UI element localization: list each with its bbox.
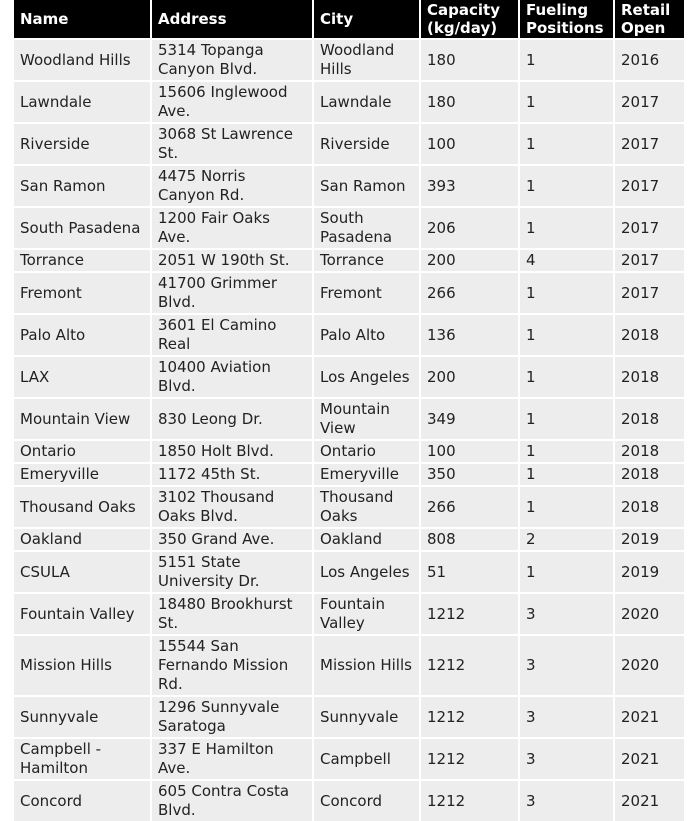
cell-fueling-positions: 1 bbox=[520, 38, 615, 80]
cell-city: Oakland bbox=[314, 527, 421, 550]
header-retail-open: Retail Open bbox=[615, 0, 684, 38]
cell-address: 3601 El Camino Real bbox=[152, 313, 314, 355]
cell-name: San Ramon bbox=[14, 164, 152, 206]
cell-address: 1850 Holt Blvd. bbox=[152, 439, 314, 462]
header-fueling-positions: Fueling Positions bbox=[520, 0, 615, 38]
table-row bbox=[14, 80, 684, 122]
table-row bbox=[14, 38, 684, 80]
table-row bbox=[14, 779, 684, 821]
cell-name: Oakland bbox=[14, 527, 152, 550]
cell-city: Woodland Hills bbox=[314, 38, 421, 80]
cell-address: 15606 Inglewood Ave. bbox=[152, 80, 314, 122]
cell-fueling-positions: 1 bbox=[520, 462, 615, 485]
cell-city: Palo Alto bbox=[314, 313, 421, 355]
header-address: Address bbox=[152, 0, 314, 38]
cell-fueling-positions: 1 bbox=[520, 206, 615, 248]
cell-capacity: 51 bbox=[421, 550, 520, 592]
cell-capacity: 808 bbox=[421, 527, 520, 550]
cell-fueling-positions: 1 bbox=[520, 80, 615, 122]
cell-fueling-positions: 1 bbox=[520, 271, 615, 313]
cell-retail-open: 2016 bbox=[615, 38, 684, 80]
cell-address: 1200 Fair Oaks Ave. bbox=[152, 206, 314, 248]
cell-capacity: 1212 bbox=[421, 737, 520, 779]
cell-fueling-positions: 1 bbox=[520, 550, 615, 592]
cell-retail-open: 2018 bbox=[615, 313, 684, 355]
cell-name: Sunnyvale bbox=[14, 695, 152, 737]
cell-fueling-positions: 3 bbox=[520, 592, 615, 634]
cell-fueling-positions: 3 bbox=[520, 779, 615, 821]
cell-retail-open: 2019 bbox=[615, 527, 684, 550]
table-row bbox=[14, 271, 684, 313]
cell-city: Fountain Valley bbox=[314, 592, 421, 634]
cell-city: Ontario bbox=[314, 439, 421, 462]
cell-address: 5314 Topanga Canyon Blvd. bbox=[152, 38, 314, 80]
cell-address: 3068 St Lawrence St. bbox=[152, 122, 314, 164]
cell-capacity: 1212 bbox=[421, 592, 520, 634]
cell-capacity: 350 bbox=[421, 462, 520, 485]
table-row bbox=[14, 122, 684, 164]
header-capacity: Capacity (kg/day) bbox=[421, 0, 520, 38]
cell-fueling-positions: 1 bbox=[520, 397, 615, 439]
cell-name: Woodland Hills bbox=[14, 38, 152, 80]
cell-city: Los Angeles bbox=[314, 355, 421, 397]
cell-retail-open: 2021 bbox=[615, 695, 684, 737]
cell-capacity: 1212 bbox=[421, 634, 520, 695]
cell-name: Mountain View bbox=[14, 397, 152, 439]
cell-address: 15544 San Fernando Mission Rd. bbox=[152, 634, 314, 695]
cell-retail-open: 2018 bbox=[615, 462, 684, 485]
cell-fueling-positions: 3 bbox=[520, 695, 615, 737]
header-city: City bbox=[314, 0, 421, 38]
table-row bbox=[14, 439, 684, 462]
cell-capacity: 266 bbox=[421, 485, 520, 527]
cell-city: Mission Hills bbox=[314, 634, 421, 695]
cell-city: South Pasadena bbox=[314, 206, 421, 248]
cell-retail-open: 2017 bbox=[615, 248, 684, 271]
cell-city: Los Angeles bbox=[314, 550, 421, 592]
header-name: Name bbox=[14, 0, 152, 38]
cell-name: Torrance bbox=[14, 248, 152, 271]
cell-city: Emeryville bbox=[314, 462, 421, 485]
cell-address: 337 E Hamilton Ave. bbox=[152, 737, 314, 779]
cell-retail-open: 2018 bbox=[615, 397, 684, 439]
cell-name: LAX bbox=[14, 355, 152, 397]
table-row bbox=[14, 550, 684, 592]
table-row bbox=[14, 592, 684, 634]
table-body bbox=[14, 38, 684, 821]
table-row bbox=[14, 485, 684, 527]
cell-address: 1172 45th St. bbox=[152, 462, 314, 485]
cell-name: Lawndale bbox=[14, 80, 152, 122]
table-row bbox=[14, 397, 684, 439]
cell-fueling-positions: 1 bbox=[520, 313, 615, 355]
cell-address: 1296 Sunnyvale Saratoga bbox=[152, 695, 314, 737]
cell-capacity: 100 bbox=[421, 439, 520, 462]
cell-fueling-positions: 1 bbox=[520, 439, 615, 462]
table-row bbox=[14, 527, 684, 550]
cell-fueling-positions: 4 bbox=[520, 248, 615, 271]
cell-fueling-positions: 1 bbox=[520, 485, 615, 527]
table-header-row bbox=[14, 0, 684, 38]
cell-fueling-positions: 1 bbox=[520, 164, 615, 206]
cell-name: Concord bbox=[14, 779, 152, 821]
cell-capacity: 136 bbox=[421, 313, 520, 355]
cell-capacity: 206 bbox=[421, 206, 520, 248]
cell-address: 18480 Brookhurst St. bbox=[152, 592, 314, 634]
cell-city: Lawndale bbox=[314, 80, 421, 122]
stations-table-container bbox=[14, 0, 684, 821]
cell-name: Thousand Oaks bbox=[14, 485, 152, 527]
cell-capacity: 200 bbox=[421, 355, 520, 397]
cell-city: Fremont bbox=[314, 271, 421, 313]
cell-city: San Ramon bbox=[314, 164, 421, 206]
cell-address: 2051 W 190th St. bbox=[152, 248, 314, 271]
cell-name: South Pasadena bbox=[14, 206, 152, 248]
table-row bbox=[14, 313, 684, 355]
cell-name: Mission Hills bbox=[14, 634, 152, 695]
stations-table bbox=[14, 0, 684, 821]
table-row bbox=[14, 206, 684, 248]
cell-capacity: 266 bbox=[421, 271, 520, 313]
cell-retail-open: 2018 bbox=[615, 439, 684, 462]
cell-name: Campbell - Hamilton bbox=[14, 737, 152, 779]
cell-address: 4475 Norris Canyon Rd. bbox=[152, 164, 314, 206]
cell-name: Fremont bbox=[14, 271, 152, 313]
cell-capacity: 200 bbox=[421, 248, 520, 271]
cell-fueling-positions: 1 bbox=[520, 355, 615, 397]
cell-city: Campbell bbox=[314, 737, 421, 779]
cell-retail-open: 2018 bbox=[615, 355, 684, 397]
cell-name: Fountain Valley bbox=[14, 592, 152, 634]
cell-city: Thousand Oaks bbox=[314, 485, 421, 527]
cell-fueling-positions: 2 bbox=[520, 527, 615, 550]
cell-capacity: 349 bbox=[421, 397, 520, 439]
cell-capacity: 100 bbox=[421, 122, 520, 164]
cell-city: Riverside bbox=[314, 122, 421, 164]
cell-capacity: 180 bbox=[421, 38, 520, 80]
cell-retail-open: 2020 bbox=[615, 634, 684, 695]
table-row bbox=[14, 248, 684, 271]
cell-address: 605 Contra Costa Blvd. bbox=[152, 779, 314, 821]
cell-retail-open: 2019 bbox=[615, 550, 684, 592]
cell-retail-open: 2021 bbox=[615, 737, 684, 779]
cell-address: 5151 State University Dr. bbox=[152, 550, 314, 592]
cell-retail-open: 2017 bbox=[615, 122, 684, 164]
cell-retail-open: 2021 bbox=[615, 779, 684, 821]
cell-name: CSULA bbox=[14, 550, 152, 592]
table-row bbox=[14, 737, 684, 779]
cell-address: 41700 Grimmer Blvd. bbox=[152, 271, 314, 313]
cell-capacity: 1212 bbox=[421, 695, 520, 737]
table-row bbox=[14, 695, 684, 737]
cell-capacity: 180 bbox=[421, 80, 520, 122]
cell-address: 3102 Thousand Oaks Blvd. bbox=[152, 485, 314, 527]
table-row bbox=[14, 164, 684, 206]
cell-name: Emeryville bbox=[14, 462, 152, 485]
cell-fueling-positions: 3 bbox=[520, 737, 615, 779]
cell-retail-open: 2017 bbox=[615, 206, 684, 248]
cell-name: Riverside bbox=[14, 122, 152, 164]
cell-address: 10400 Aviation Blvd. bbox=[152, 355, 314, 397]
cell-address: 830 Leong Dr. bbox=[152, 397, 314, 439]
cell-name: Ontario bbox=[14, 439, 152, 462]
cell-city: Concord bbox=[314, 779, 421, 821]
table-row bbox=[14, 634, 684, 695]
cell-retail-open: 2018 bbox=[615, 485, 684, 527]
cell-capacity: 1212 bbox=[421, 779, 520, 821]
cell-retail-open: 2017 bbox=[615, 271, 684, 313]
cell-name: Palo Alto bbox=[14, 313, 152, 355]
cell-retail-open: 2017 bbox=[615, 80, 684, 122]
table-row bbox=[14, 355, 684, 397]
cell-fueling-positions: 3 bbox=[520, 634, 615, 695]
cell-retail-open: 2017 bbox=[615, 164, 684, 206]
table-row bbox=[14, 462, 684, 485]
cell-capacity: 393 bbox=[421, 164, 520, 206]
cell-city: Torrance bbox=[314, 248, 421, 271]
cell-address: 350 Grand Ave. bbox=[152, 527, 314, 550]
cell-retail-open: 2020 bbox=[615, 592, 684, 634]
cell-fueling-positions: 1 bbox=[520, 122, 615, 164]
cell-city: Mountain View bbox=[314, 397, 421, 439]
cell-city: Sunnyvale bbox=[314, 695, 421, 737]
